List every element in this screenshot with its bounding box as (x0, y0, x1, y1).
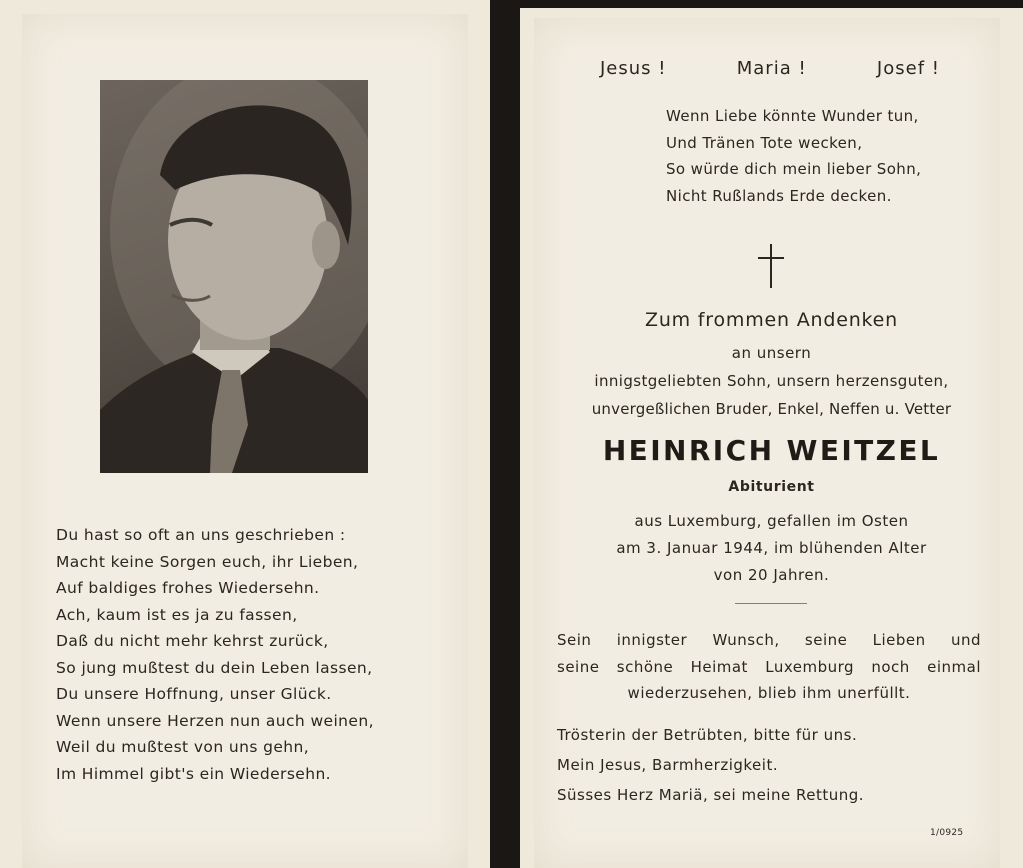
wish-line: wiederzusehen, blieb ihm unerfüllt. (627, 684, 911, 702)
left-poem-line: Auf baldiges frohes Wiedersehn. (56, 579, 320, 597)
fact-line-2: am 3. Januar 1944, im blühenden Alter (616, 539, 927, 557)
divider (735, 603, 807, 604)
fact-line-1: aus Luxemburg, gefallen im Osten (634, 512, 909, 530)
left-poem-line: Wenn unsere Herzen nun auch weinen, (56, 711, 374, 730)
left-poem-line: Weil du mußtest von uns gehn, (56, 738, 310, 756)
prayer-line: Mein Jesus, Barmherzigkeit. (557, 756, 779, 774)
portrait-photo (100, 80, 368, 473)
left-poem-line: Ach, kaum ist es ja zu fassen, (56, 605, 298, 624)
left-poem-line: Macht keine Sorgen euch, ihr Lieben, (56, 552, 359, 571)
relation-line-1: innigstgeliebten Sohn, unsern herzensguten, (594, 372, 949, 390)
header-jesus: Jesus ! (600, 58, 667, 79)
relation-line-2: unvergeßlichen Bruder, Enkel, Neffen u. Vetter (591, 400, 952, 418)
deceased-name: HEINRICH WEITZEL (602, 434, 941, 467)
left-poem-line: So jung mußtest du dein Leben lassen, (56, 658, 373, 677)
print-code: 1/0925 (930, 828, 964, 838)
prayer-line: Süsses Herz Mariä, sei meine Rettung. (557, 786, 865, 804)
left-poem-line: Im Himmel gibt's ein Wiedersehn. (56, 764, 332, 783)
verse-line: So würde dich mein lieber Sohn, (666, 160, 922, 178)
cross-icon (756, 242, 786, 290)
fact-line-3: von 20 Jahren. (713, 566, 830, 584)
prayers (557, 720, 864, 810)
prayer-line: Trösterin der Betrübten, bitte für uns. (557, 726, 858, 744)
verse-line: Und Tränen Tote wecken, (666, 133, 863, 152)
left-poem-line: Daß du nicht mehr kehrst zurück, (56, 632, 329, 650)
wish-paragraph (557, 627, 981, 707)
memorial-intro: an unsern (731, 344, 812, 362)
occupation: Abiturient (728, 479, 815, 495)
header-maria: Maria ! (736, 58, 807, 79)
header-josef: Josef ! (876, 58, 940, 79)
wish-line: Sein innigster Wunsch, seine Lieben und (557, 631, 981, 649)
verse-line: Wenn Liebe könnte Wunder tun, (666, 107, 919, 125)
verse (666, 103, 921, 209)
wish-line: seine schöne Heimat Luxemburg noch einmal (557, 657, 981, 676)
left-poem-line: Du unsere Hoffnung, unser Glück. (56, 685, 332, 703)
memorial-title: Zum frommen Andenken (645, 309, 898, 331)
verse-line: Nicht Rußlands Erde decken. (666, 186, 892, 205)
holy-names-header (600, 58, 940, 79)
left-poem (56, 522, 456, 787)
left-poem-line: Du hast so oft an uns geschrieben : (56, 526, 346, 544)
portrait-illustration (100, 80, 368, 473)
